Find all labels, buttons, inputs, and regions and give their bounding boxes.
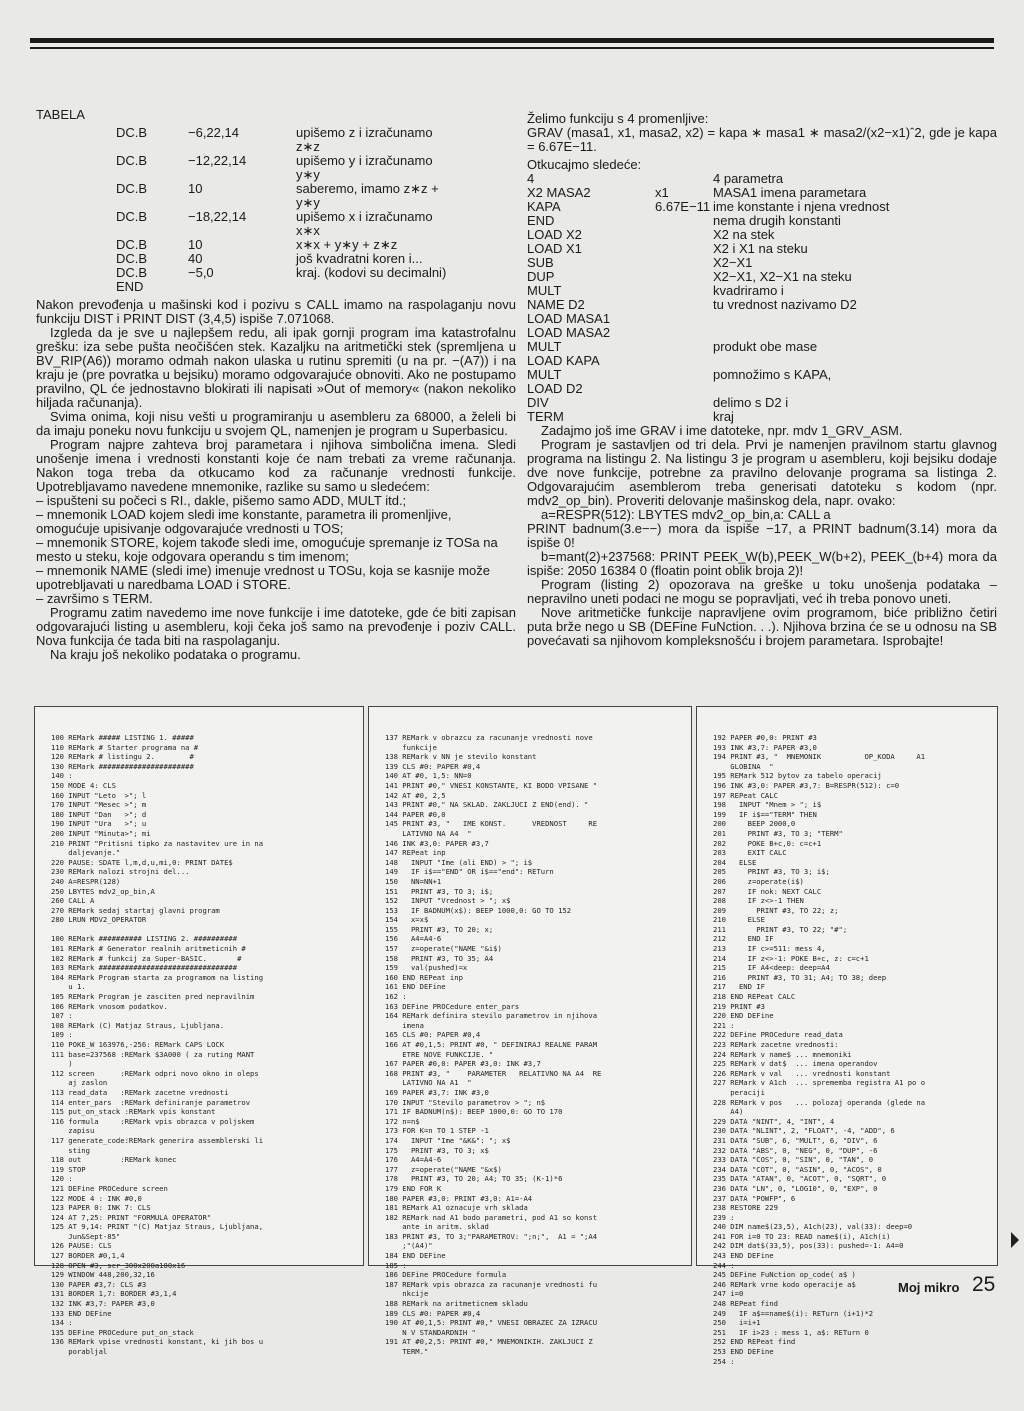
table-cell-comment: upišemo z i izračunamo — [296, 125, 433, 140]
table-cell-arg: −12,22,14 — [188, 153, 247, 168]
asm-row — [527, 214, 997, 228]
table-row — [36, 238, 516, 252]
left-paragraph-5: Programu zatim navedemo ime nove funkcije i ime datoteke, gde će biti zapisan odgovarajući listing u asembleru, koji čeka još samo na prevođenje i poziv CALL. Nova funkcija će tada biti na raspolaganju. — [36, 605, 516, 648]
asm-cell-comment — [713, 326, 973, 340]
asm-table — [36, 126, 516, 294]
table-cell-comment: saberemo, imamo z∗z + — [296, 181, 439, 196]
table-cell-op — [36, 140, 188, 154]
asm-cell-comment: X2−X1, X2−X1 na steku — [713, 269, 852, 284]
asm-cell-value — [655, 354, 713, 368]
asm-cell-value — [655, 312, 713, 326]
table-cell-op: DC.B — [116, 125, 148, 140]
top-rule-thin — [30, 47, 994, 49]
table-cell-comment: upišemo y i izračunamo — [296, 153, 433, 168]
table-cell-comment: x∗x + y∗y + z∗z — [296, 237, 398, 252]
asm-cell-comment: MASA1 imena parametara — [713, 185, 867, 200]
asm-cell-value — [655, 242, 713, 256]
table-cell-arg: −6,22,14 — [188, 125, 239, 140]
asm-cell-value — [655, 284, 713, 298]
table-cell-arg: 10 — [188, 181, 203, 196]
listing-box-middle — [368, 706, 692, 1356]
right-intro-1: Želimo funkciju s 4 promenljive: — [527, 111, 709, 126]
table-row — [36, 266, 516, 280]
asm-cell-comment: pomnožimo s KAPA, — [713, 367, 832, 382]
asm-cell-instruction: LOAD D2 — [527, 381, 583, 396]
table-row — [36, 252, 516, 266]
asm-cell-instruction: DIV — [527, 395, 549, 410]
asm-row — [527, 270, 997, 284]
asm-cell-instruction: LOAD X2 — [527, 227, 582, 242]
table-cell-arg: −18,22,14 — [188, 209, 247, 224]
table-row — [36, 140, 516, 154]
continue-arrow-icon — [1011, 1232, 1019, 1248]
asm-row — [527, 298, 997, 312]
asm-cell-value — [655, 368, 713, 382]
asm-cell-value — [655, 214, 713, 228]
asm-row — [527, 200, 997, 214]
right-paragraph-4: PRINT badnum(3.e−−) mora da ispiše −17, a PRINT badnum(3.14) mora da ispiše 0! — [527, 521, 997, 550]
asm-cell-instruction: KAPA — [527, 199, 561, 214]
asm-cell-instruction: LOAD KAPA — [527, 353, 600, 368]
asm-row — [527, 340, 997, 354]
asm-cell-value — [655, 172, 713, 186]
table-cell-op: END — [116, 279, 144, 294]
asm-row — [527, 242, 997, 256]
list-item: – završimo s TERM. — [36, 591, 153, 606]
magazine-name: Moj mikro — [898, 1280, 960, 1295]
left-paragraph-4: Program najpre zahteva broj parametara i njihova simbolična imena. Sledi unošenje imena i vrednosti konstanti koje će nam trebati za vreme računanja. Nakon toga treba da otkucamo kod za računanje vrednosti funkcije. Upotrebljavamo navedene mnemonike, razlike su samo u sledećem: — [36, 437, 516, 494]
asm-row — [527, 284, 997, 298]
table-cell-arg — [188, 168, 296, 182]
table-cell-arg — [188, 140, 296, 154]
table-row — [36, 210, 516, 224]
table-cell-comment — [296, 280, 496, 294]
asm-row — [527, 382, 997, 396]
code-listing-3: 192 PAPER #0,0: PRINT #3 193 INK #3,7: PAPER #3,0 194 PRINT #3, " MNEMONIK OP_KODA A1 GLOBINA " 195 REMark 512 bytov za tabelo operacij 196 INK #3,0: PAPER #3,7: B=RESPR(512): c=0 197 REPeat CALC 198 INPUT "Mnem > "; i$ 199 IF i$=="TERM" THEN 200 BEEP 2000,0 201 PRINT #3, TO 3; "TERM" 202 POKE B+c,0: c=c+1 203 EXIT CALC 204 ELSE 205 PRINT #3, TO 3; i$; 206 z=operate(i$) 207 IF nok: NEXT CALC 208 IF z<>-1 THEN 209 PRINT #3, TO 22; z; 210 ELSE 211 PRINT #3, TO 22; "#"; 212 END IF 213 IF c>=511: mess 4, 214 IF z<>-1: POKE B+c, z: c=c+1 215 IF A4<deep: deep=A4 216 PRINT #3, TO 31; A4; TO 38; deep 217 END IF 218 END REPeat CALC 219 PRINT #3 220 END DEFine 221 : 222 DEFine PROCedure read_data 223 REMark zacetne vrednosti: 224 REMark v name$ ... mnemoniki 225 REMark v dat$ ... imena operandov 226 REMark v val ... vrednosti konstant 227 REMark v A1ch ... sprememba registra A1 po o peraciji 228 REMark v pos ... polozaj operanda (glede na A4) 229 DATA "NINT", 4, "INT", 4 230 DATA "NLINT", 2, "FLOAT", -4, "ADD", 6 231 DATA "SUB", 6, "MULT", 6, "DIV", 6 232 DATA "ABS", 0, "NEG", 0, "DUP", -6 233 DATA "COS", 0, "SIN", 0, "TAN", 0 234 DATA "COT", 0, "ASIN", 0, "ACOS", 0 235 DATA "ATAN", 0, "ACOT", 0, "SQRT", 0 236 DATA "LN", 0, "LOG10", 0, "EXP", 0 237 DATA "POWFP", 6 238 RESTORE 229 239 : 240 DIM name$(23,5), A1ch(23), val(33): deep=0 241 FOR i=0 TO 23: READ name$(i), A1ch(i) 242 DIM dat$(33,5), pos(33): pushed=-1: A4=0 243 END DEFine 244 : 245 DEFine FuNction op_code( a$ ) 246 REMark vrne kodo operacije a$ 247 i=0 248 REPeat find 249 IF a$==name$(i): RETurn (i+1)*2 250 i=i+1 251 IF i>23 : mess 1, a$: RETurn 0 252 END REPeat find 253 END DEFine 254 : — [713, 733, 926, 1366]
table-row — [36, 168, 516, 182]
table-row — [36, 280, 516, 294]
table-cell-comment: y∗y — [296, 195, 320, 210]
table-cell-comment: z∗z — [296, 139, 320, 154]
asm-cell-value — [655, 298, 713, 312]
table-cell-op: DC.B — [116, 181, 148, 196]
right-paragraph-6: Program (listing 2) opozorava na greške u toku unošenja podataka – nepravilno uneti podaci ne mogu se popravljati, već ih treba ponovo uneti. — [527, 577, 997, 606]
right-paragraph-2: Program je sastavljen od tri dela. Prvi je namenjen pravilnom startu glavnog programa na listingu 2. Na listingu 3 je program u asembleru, koji bejsiku dodaje dve nove funkcije, potrebne za pravilno delovanje programa sa listinga 2. Odgovarajućim asemblerom treba generisati datoteku s kodom (npr. mdv2_op_bin). Proveriti delovanje mašinskog dela, napr. ovako: — [527, 437, 997, 508]
table-cell-comment: kraj. (kodovi su decimalni) — [296, 265, 447, 280]
asm-cell-comment: delimo s D2 i — [713, 395, 789, 410]
asm-cell-comment: X2 i X1 na steku — [713, 241, 808, 256]
asm-cell-value — [655, 340, 713, 354]
list-item: – ispušteni su počeci s RI., dakle, pišemo samo ADD, MULT itd.; — [36, 493, 407, 508]
left-paragraph-3: Svima onima, koji nisu vešti u programiranju u asembleru za 68000, a želeli bi da imaju poneku novu funkciju u svojem QL, namenjen je program u Superbasicu. — [36, 409, 516, 438]
asm-cell-instruction: TERM — [527, 409, 564, 424]
asm-cell-instruction: DUP — [527, 269, 555, 284]
asm-cell-comment: 4 parametra — [713, 171, 784, 186]
list-item: – mnemonik LOAD kojem sledi ime konstante, parametra ili promenljive, omogućuje upisivanje odgovarajuće vrednosti u TOS; — [36, 507, 452, 536]
right-paragraph-7: Nove aritmetičke funkcije napravljene ovim programom, biće približno četiri puta brže nego u SB (DEFine FuNction. . .). Njihova brzina će se u odnosu na SB povećavati sa njihovom kompleksnošću i brojem parametara. Isprobajte! — [527, 605, 997, 648]
asm-cell-value — [655, 382, 713, 396]
asm-row — [527, 368, 997, 382]
asm-cell-value — [655, 396, 713, 410]
asm-row — [527, 312, 997, 326]
table-row — [36, 182, 516, 196]
table-row — [36, 224, 516, 238]
asm-cell-instruction: SUB — [527, 255, 554, 270]
table-cell-op: DC.B — [116, 153, 148, 168]
asm-cell-comment: kvadriramo i — [713, 283, 784, 298]
asm-cell-value — [655, 270, 713, 284]
left-paragraph-1: Nakon prevođenja u mašinski kod i pozivu s CALL imamo na raspolaganju novu funkciju DIST i PRINT DIST (3,4,5) ispiše 7.071068. — [36, 297, 516, 326]
asm-row — [527, 172, 997, 186]
asm-cell-instruction: MULT — [527, 367, 562, 382]
table-cell-comment: y∗y — [296, 167, 320, 182]
asm-cell-comment: nema drugih konstanti — [713, 213, 841, 228]
asm-cell-comment — [713, 382, 973, 396]
asm-cell-comment — [713, 312, 973, 326]
table-cell-comment: x∗x — [296, 223, 320, 238]
top-rule-thick — [30, 38, 994, 43]
asm-cell-instruction: MULT — [527, 283, 562, 298]
grav-asm-example — [527, 172, 997, 424]
asm-row — [527, 228, 997, 242]
asm-cell-value: x1 — [655, 185, 669, 200]
table-cell-op: DC.B — [116, 265, 148, 280]
left-paragraph-2: Izgleda da je sve u najlepšem redu, ali ipak gornji program ima katastrofalnu grešku: iza sebe pušta neočišćen stek. Kazaljku na aritmetički stek (spremljena u BV_RIP(A6)) moramo odmah nakon ulaska u rutinu spremiti (u na pr. −(A7)) i na kraju je (pre povratka u bejsiku) moramo odgovarajuće obnoviti. Ako ne postupamo pravilno, QL će jednostavno blokirati ili napisati »Out of memory« (nakon nekoliko hiljada računanja). — [36, 325, 516, 410]
table-cell-op — [36, 196, 188, 210]
table-cell-arg — [188, 280, 296, 294]
asm-cell-value: 6.67E−11 — [655, 199, 711, 214]
asm-cell-value — [655, 326, 713, 340]
asm-cell-comment: X2−X1 — [713, 255, 753, 270]
table-row — [36, 126, 516, 140]
asm-cell-value — [655, 228, 713, 242]
asm-cell-comment: produkt obe mase — [713, 339, 818, 354]
page-number: 25 — [972, 1273, 996, 1296]
table-cell-op — [36, 224, 188, 238]
asm-cell-instruction: NAME D2 — [527, 297, 585, 312]
right-column — [527, 112, 997, 648]
list-item: – mnemonik NAME (sledi ime) imenuje vrednost u TOSu, koja se kasnije može upotrebljavati u naredbama LOAD i STORE. — [36, 563, 490, 592]
mnemonic-rules-list — [36, 494, 516, 606]
asm-row — [527, 186, 997, 200]
asm-cell-instruction: MULT — [527, 339, 562, 354]
listing-box-left — [34, 706, 364, 1356]
asm-cell-comment: tu vrednost nazivamo D2 — [713, 297, 857, 312]
right-paragraph-1: Zadajmo još ime GRAV i ime datoteke, npr. mdv 1_GRV_ASM. — [541, 423, 903, 438]
asm-cell-comment — [713, 354, 973, 368]
table-cell-arg — [188, 196, 296, 210]
table-cell-arg — [188, 224, 296, 238]
asm-row — [527, 256, 997, 270]
asm-cell-comment: kraj — [713, 409, 734, 424]
right-intro-3: Otkucajmo sledeće: — [527, 157, 642, 172]
asm-row — [527, 354, 997, 368]
asm-cell-instruction: LOAD MASA1 — [527, 311, 611, 326]
list-item: – mnemonik STORE, kojem takođe sledi ime, omogućuje spremanje iz TOSa na mesto u steku, koje odgovara operandu s tim imenom; — [36, 535, 498, 564]
right-paragraph-3: a=RESPR(512): LBYTES mdv2_op_bin,a: CALL a — [541, 507, 831, 522]
table-cell-arg: −5,0 — [188, 265, 214, 280]
asm-row — [527, 410, 997, 424]
asm-cell-instruction: END — [527, 213, 555, 228]
asm-cell-instruction: LOAD MASA2 — [527, 325, 611, 340]
asm-cell-comment: ime konstante i njena vrednost — [713, 199, 890, 214]
table-row — [36, 196, 516, 210]
table-cell-op — [36, 168, 188, 182]
table-cell-op: DC.B — [116, 251, 148, 266]
asm-row — [527, 326, 997, 340]
asm-cell-instruction: LOAD X1 — [527, 241, 582, 256]
asm-row — [527, 396, 997, 410]
table-row — [36, 154, 516, 168]
table-cell-arg: 10 — [188, 237, 203, 252]
right-paragraph-5: b=mant(2)+237568: PRINT PEEK_W(b),PEEK_W(b+2), PEEK_(b+4) mora da ispiše: 2050 16384 0 (floatin point oblik broja 2)! — [527, 549, 997, 578]
right-intro-2: GRAV (masa1, x1, masa2, x2) = kapa ∗ masa1 ∗ masa2/(x2−x1)ˆ2, gde je kapa = 6.67E−11. — [527, 125, 997, 154]
table-cell-comment: upišemo x i izračunamo — [296, 209, 433, 224]
table-cell-op: DC.B — [116, 237, 148, 252]
asm-cell-comment: X2 na stek — [713, 227, 775, 242]
code-listing-1: 100 REMark ##### LISTING 1. ##### 110 REMark # Starter programa na # 120 REMark # listingu 2. # 130 REMark ###################### 140 : 150 MODE 4: CLS 160 INPUT "Leto >"; l 170 INPUT "Mesec >"; m 180 INPUT "Dan >"; d 190 INPUT "Ura >"; u 200 INPUT "Minuta>"; mi 210 PRINT "Pritisni tipko za nastavitev ure in na daljevanje." 220 PAUSE: SDATE l,m,d,u,mi,0: PRINT DATE$ 230 REMark nalozi strojni del... 240 A=RESPR(128) 250 LBYTES mdv2_op_bin,A 260 CALL A 270 REMark sedaj startaj glavni program 280 LRUN MDV2_OPERATOR 100 REMark ########## LISTING 2. ########## 101 REMark # Generator realnih aritmeticnih # 102 REMark # funkcij za Super-BASIC. # 103 REMark ################################ 104 REMark Program starta za programom na listing u 1. 105 REMark Program je zasciten pred nepravilnim 106 REMark vnosom podatkov. 107 : 108 REMark (C) Matjaz Straus, Ljubljana. 109 : 110 POKE_W 163976,-256: REMark CAPS LOCK 111 base=237568 :REMark $3A000 ( za ruting MANT ) 112 screen :REMark odpri novo okno in oleps aj zaslon 113 read_data :REMark zacetne vrednosti 114 enter_pars :REMark definiranje parametrov 115 put_on_stack :REMark vpis konstant 116 formula :REMark vpis obrazca v poljskem zapisu 117 generate_code:REMark generira assemblerski li sting 118 out :REMark konec 119 STOP 120 : 121 DEFine PROCedure screen 122 MODE 4 : INK #0,0 123 PAPER 0: INK 7: CLS 124 AT 7,25: PRINT "FORMULA OPERATOR" 125 AT 9,14: PRINT "(C) Matjaz Straus, Ljubljana, Jun&Sept-85" 126 PAUSE: CLS 127 BORDER #0,1,4 128 OPEN #3, scr_300x200a180x16 129 WINDOW 448,200,32,16 130 PAPER #3,7: CLS #3 131 BORDER 1,7: BORDER #3,1,4 132 INK #3,7: PAPER #3,0 133 END DEFine 134 : 135 DEFine PROCedure put_on_stack 136 REMark vpise vrednosti konstant, ki jih bos u porabljal — [51, 733, 264, 1356]
table-cell-comment: još kvadratni koren i... — [296, 251, 423, 266]
asm-cell-instruction: 4 — [527, 171, 535, 186]
left-column — [36, 108, 516, 662]
table-title: TABELA — [36, 107, 85, 122]
left-paragraph-6: Na kraju još nekoliko podataka o programu. — [50, 647, 301, 662]
asm-cell-value — [655, 256, 713, 270]
table-cell-op: DC.B — [116, 209, 148, 224]
asm-cell-value — [655, 410, 713, 424]
asm-cell-instruction: X2 MASA2 — [527, 185, 591, 200]
code-listing-2: 137 REMark v obrazcu za racunanje vrednosti nove funkcije 138 REMark v NN je stevilo konstant 139 CLS #0: PAPER #0,4 140 AT #0, 1,5: NN=0 141 PRINT #0," VNESI KONSTANTE, KI BODO VPISANE " 142 AT #0, 2,5 143 PRINT #0," NA SKLAD. ZAKLJUCI Z END(end). " 144 PAPER #0,0 145 PRINT #3, " IME KONST. VREDNOST RE LATIVNO NA A4 " 146 INK #3,0: PAPER #3,7 147 REPeat inp 148 INPUT "Ime (ali END) > "; i$ 149 IF i$=="END" OR i$=="end": RETurn 150 NN=NN+1 151 PRINT #3, TO 3; i$; 152 INPUT "Vrednost > "; x$ 153 IF BADNUM(x$): BEEP 1000,0: GO TO 152 154 x=x$ 155 PRINT #3, TO 20; x; 156 A4=A4-6 157 z=operate("NAME "&i$) 158 PRINT #3, TO 35; A4 159 val(pushed)=x 160 END REPeat inp 161 END DEFine 162 : 163 DEFine PROCedure enter_pars 164 REMark definira stevilo parametrov in njihova imena 165 CLS #0: PAPER #0,4 166 AT #0,1,5: PRINT #0, " DEFINIRAJ REALNE PARAM ETRE NOVE FUNKCIJE. " 167 PAPER #0,0: PAPER #3,0: INK #3,7 168 PRINT #3, " PARAMETER RELATIVNO NA A4 RE LATIVNO NA A1 " 169 PAPER #3,7: INK #3,0 170 INPUT "Stevilo parametrov > "; n$ 171 IF BADNUM(n$): BEEP 1000,0: GO TO 170 172 n=n$ 173 FOR K=n TO 1 STEP -1 174 INPUT "Ime "&K&": "; x$ 175 PRINT #3, TO 3; x$ 176 A4=A4-6 177 z=operate("NAME "&x$) 178 PRINT #3, TO 20; A4; TO 35; (K-1)*6 179 END FOR K 180 PAPER #3,0: PRINT #3,0: A1=-A4 181 REMark A1 oznacuje vrh sklada 182 REMark nad A1 bodo parametri, pod A1 so konst ante in aritm. sklad 183 PRINT #3, TO 3;"PARAMETROV: ";n;", A1 = ";A4 ;"(A4)" 184 END DEFine 185 : 186 DEFine PROCedure formula 187 REMark vpis obrazca za racunanje vrednosti fu nkcije 188 REMark na aritmeticnem skladu 189 CLS #0: PAPER #0,4 190 AT #0,1,5: PRINT #0," VNESI OBRAZEC ZA IZRACU N V STANDARDNIH " 191 AT #0,2,5: PRINT #0," MNEMONIKIH. ZAKLJUCI Z TERM." — [385, 733, 602, 1356]
table-cell-arg: 40 — [188, 251, 203, 266]
